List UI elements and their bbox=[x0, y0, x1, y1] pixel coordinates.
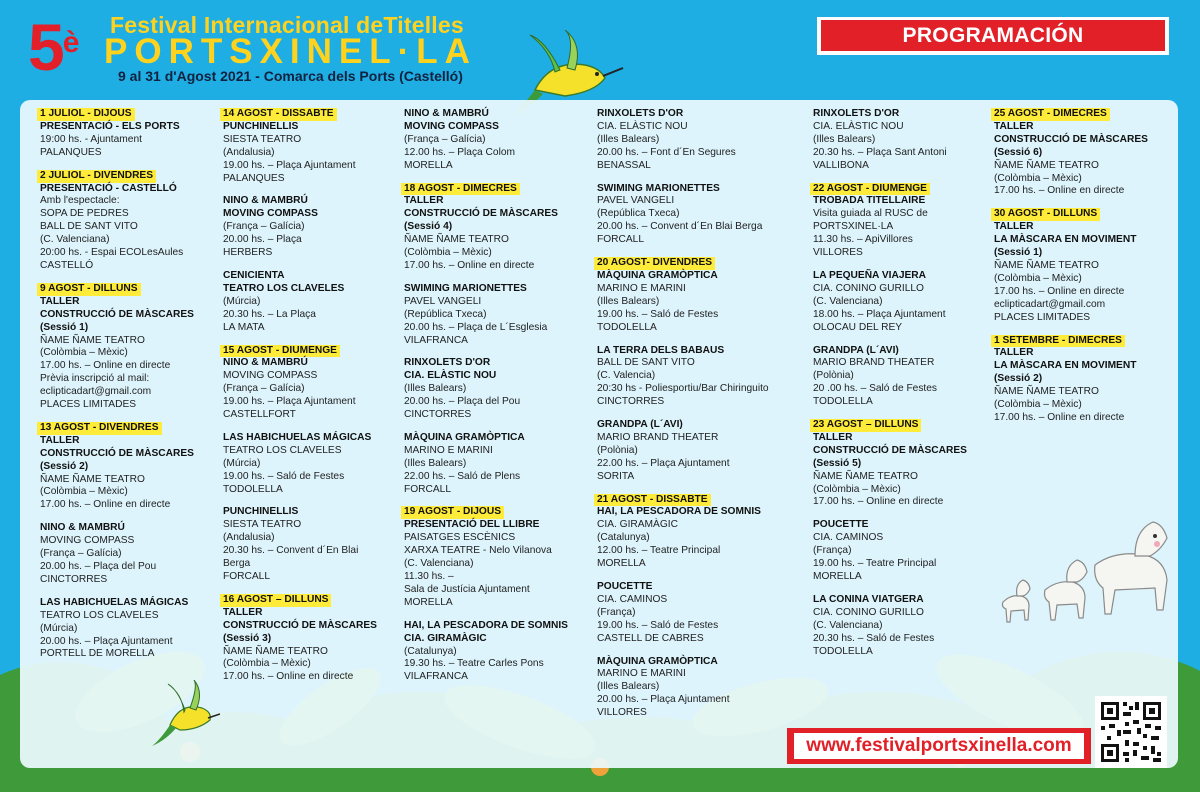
event-entry bbox=[597, 656, 777, 721]
event-detail-line: MARIO BRAND THEATER bbox=[597, 431, 719, 443]
event-title-line: LA PEQUEÑA VIAJERA bbox=[813, 269, 927, 281]
event-detail-line: XARXA TEATRE - Nelo Vilanova bbox=[404, 545, 552, 557]
event-detail-line: VILAFRANCA bbox=[404, 671, 468, 683]
event-entry bbox=[404, 432, 584, 497]
event-entry bbox=[813, 345, 993, 410]
event-detail-line: Berga bbox=[223, 558, 251, 570]
event-detail-line: 19:00 hs. - Ajuntament bbox=[40, 133, 142, 145]
event-detail-line: (Colòmbia – Mèxic) bbox=[994, 272, 1082, 284]
event-entry bbox=[813, 594, 993, 659]
event-detail-line: 20.00 hs. – Plaça Ajuntament bbox=[597, 694, 730, 706]
event-detail-line: FORCALL bbox=[597, 234, 644, 246]
event-detail-line: PORTSXINEL·LA bbox=[813, 221, 894, 233]
event-date-badge: 9 AGOST - DILLUNS bbox=[37, 283, 141, 296]
event-detail-line: (Múrcia) bbox=[223, 457, 261, 469]
event-detail-line: (Colòmbia – Mèxic) bbox=[994, 399, 1082, 411]
event-title-line: LA MÀSCARA EN MOVIMENT bbox=[994, 360, 1137, 372]
event-detail-line: (Illes Balears) bbox=[597, 133, 660, 145]
programme-column-6 bbox=[994, 108, 1174, 435]
event-entry bbox=[597, 494, 777, 571]
event-detail-line: VILLORES bbox=[597, 707, 647, 719]
event-detail-line: CIA. CAMINOS bbox=[813, 532, 884, 544]
event-detail-line: 20 .00 hs. – Saló de Festes bbox=[813, 383, 938, 395]
event-date-badge: 16 AGOST – DILLUNS bbox=[220, 594, 331, 607]
event-date-badge: 14 AGOST - DISSABTE bbox=[220, 108, 337, 121]
event-detail-line: 20.30 hs. – Convent d´En Blai bbox=[223, 545, 359, 557]
event-detail-line: 19.00 hs. – Saló de Festes bbox=[597, 619, 719, 631]
event-title-line: TALLER bbox=[404, 195, 444, 207]
programme-column-2 bbox=[223, 108, 403, 694]
event-detail-line: PLACES LIMITADES bbox=[994, 311, 1091, 323]
event-detail-line: SIESTA TEATRO bbox=[223, 519, 302, 531]
event-detail-line: FORCALL bbox=[223, 571, 270, 582]
event-title-line: TEATRO LOS CLAVELES bbox=[223, 282, 345, 294]
event-title-line: CIA. ELÀSTIC NOU bbox=[404, 370, 497, 382]
event-detail-line: 17.00 hs. – Online en directe bbox=[223, 671, 354, 683]
event-title-line: TROBADA TITELLAIRE bbox=[813, 195, 926, 207]
event-detail-line: (Catalunya) bbox=[404, 645, 457, 657]
event-detail-line: (Múrcia) bbox=[223, 295, 261, 307]
event-title-line: TALLER bbox=[40, 434, 80, 446]
event-detail-line: MOVING COMPASS bbox=[223, 370, 318, 382]
event-detail-line: (Polònia) bbox=[813, 370, 854, 382]
event-date-badge: 22 AGOST - DIUMENGE bbox=[810, 183, 930, 196]
event-entry bbox=[813, 270, 993, 335]
event-detail-line: 20.00 hs. – Font d´En Segures bbox=[597, 146, 736, 158]
event-detail-line: VILAFRANCA bbox=[404, 334, 468, 346]
event-detail-line: 20.30 hs. – La Plaça bbox=[223, 308, 316, 320]
event-title-line: SWIMING MARIONETTES bbox=[597, 182, 720, 194]
event-detail-line: CIA. GIRAMÀGIC bbox=[597, 519, 678, 531]
event-detail-line: eclipticadart@gmail.com bbox=[994, 298, 1106, 310]
event-detail-line: Prèvia inscripció al mail: bbox=[40, 373, 150, 385]
event-entry bbox=[404, 183, 584, 273]
event-detail-line: CASTELLFORT bbox=[223, 409, 296, 421]
event-detail-line: FORCALL bbox=[404, 483, 451, 495]
event-entry bbox=[40, 283, 220, 412]
event-detail-line: CASTELL DE CABRES bbox=[597, 632, 704, 644]
festival-name: PORTSXINEL·LA bbox=[104, 32, 477, 71]
event-detail-line: 20.30 hs. – Plaça Sant Antoni bbox=[813, 146, 947, 158]
event-title-line: (Sessió 1) bbox=[994, 247, 1043, 259]
event-date-badge: 13 AGOST - DIVENDRES bbox=[37, 422, 162, 435]
event-title-line: NINO & MAMBRÚ bbox=[223, 195, 308, 207]
event-detail-line: 20.00 hs. – Plaça Ajuntament bbox=[40, 635, 173, 647]
event-detail-line: (Colòmbia – Mèxic) bbox=[404, 247, 492, 259]
programacion-banner: PROGRAMACIÓN bbox=[821, 20, 1165, 51]
event-detail-line: (Illes Balears) bbox=[597, 681, 660, 693]
event-detail-line: ÑAME ÑAME TEATRO bbox=[994, 259, 1099, 271]
event-title-line: CIA. GIRAMÀGIC bbox=[404, 632, 487, 644]
event-detail-line: (França) bbox=[597, 606, 636, 618]
event-detail-line: CINCTORRES bbox=[597, 396, 665, 408]
event-title-line: (Sessió 3) bbox=[223, 632, 272, 644]
event-detail-line: PALANQUES bbox=[223, 172, 285, 184]
event-entry bbox=[404, 357, 584, 422]
event-title-line: LA CONINA VIATGERA bbox=[813, 593, 924, 605]
event-title-line: CONSTRUCCIÓ DE MÀSCARES bbox=[223, 619, 377, 631]
event-title-line: MOVING COMPASS bbox=[223, 208, 318, 220]
event-entry bbox=[994, 208, 1174, 324]
event-title-line: PRESENTACIÓ - CASTELLÓ bbox=[40, 182, 177, 194]
event-detail-line: 19.30 hs. – Teatre Carles Pons bbox=[404, 658, 544, 670]
event-title-line: CENICIENTA bbox=[223, 269, 285, 281]
event-detail-line: CIA. ELÀSTIC NOU bbox=[813, 120, 904, 132]
event-entry bbox=[597, 183, 777, 248]
event-entry bbox=[223, 108, 403, 185]
event-title-line: CONSTRUCCIÓ DE MÀSCARES bbox=[994, 133, 1148, 145]
event-detail-line: 22.00 hs. – Plaça Ajuntament bbox=[597, 457, 730, 469]
event-detail-line: CINCTORRES bbox=[40, 573, 108, 585]
event-detail-line: 17.00 hs. – Online en directe bbox=[40, 360, 171, 372]
event-title-line: SWIMING MARIONETTES bbox=[404, 282, 527, 294]
event-detail-line: ÑAME ÑAME TEATRO bbox=[994, 159, 1099, 171]
event-entry bbox=[597, 108, 777, 173]
event-detail-line: MOVING COMPASS bbox=[40, 535, 135, 547]
event-detail-line: PALANQUES bbox=[40, 146, 102, 158]
event-detail-line: CASTELLÓ bbox=[40, 259, 94, 271]
event-title-line: GRANDPA (L´AVI) bbox=[597, 419, 683, 431]
event-detail-line: Sala de Justícia Ajuntament bbox=[404, 583, 530, 595]
event-detail-line: 19.00 hs. – Teatre Principal bbox=[813, 558, 937, 570]
event-date-badge: 18 AGOST - DIMECRES bbox=[401, 183, 520, 196]
event-detail-line: HERBERS bbox=[223, 247, 273, 259]
event-title-line: (Sessió 6) bbox=[994, 146, 1043, 158]
event-detail-line: SIESTA TEATRO bbox=[223, 133, 302, 145]
event-entry bbox=[40, 422, 220, 512]
event-date-badge: 21 AGOST - DISSABTE bbox=[594, 494, 711, 507]
event-detail-line: TODOLELLA bbox=[813, 396, 873, 408]
event-title-line: HAI, LA PESCADORA DE SOMNIS bbox=[404, 619, 568, 631]
event-detail-line: 20.00 hs. – Convent d´En Blai Berga bbox=[597, 221, 763, 233]
event-detail-line: MORELLA bbox=[597, 558, 646, 570]
event-entry bbox=[223, 506, 403, 583]
event-detail-line: (C. Valenciana) bbox=[813, 295, 883, 307]
event-detail-line: PLACES LIMITADES bbox=[40, 399, 137, 411]
event-title-line: NINO & MAMBRÚ bbox=[223, 357, 308, 369]
event-detail-line: MORELLA bbox=[813, 571, 862, 582]
event-detail-line: 20.00 hs. – Plaça de L´Esglesia bbox=[404, 321, 548, 333]
event-entry bbox=[597, 581, 777, 646]
event-date-badge: 20 AGOST- DIVENDRES bbox=[594, 257, 715, 270]
event-detail-line: 19.00 hs. – Plaça Ajuntament bbox=[223, 159, 356, 171]
event-entry bbox=[813, 519, 993, 584]
event-detail-line: MORELLA bbox=[404, 596, 453, 608]
event-detail-line: ÑAME ÑAME TEATRO bbox=[994, 386, 1099, 398]
event-detail-line: CIA. CONINO GURILLO bbox=[813, 282, 924, 294]
event-detail-line: (C. Valenciana) bbox=[40, 234, 110, 246]
event-detail-line: TEATRO LOS CLAVELES bbox=[40, 609, 159, 621]
event-title-line: PRESENTACIÓ DEL LLIBRE bbox=[404, 519, 540, 531]
event-detail-line: 20.00 hs. – Plaça bbox=[223, 234, 302, 246]
event-detail-line: ÑAME ÑAME TEATRO bbox=[223, 645, 328, 657]
event-detail-line: 20.00 hs. – Plaça del Pou bbox=[404, 396, 521, 408]
event-detail-line: BALL DE SANT VITO bbox=[597, 357, 695, 369]
festival-website-link[interactable]: www.festivalportsxinella.com bbox=[794, 733, 1084, 759]
event-detail-line: 18.00 hs. – Plaça Ajuntament bbox=[813, 308, 946, 320]
event-detail-line: MARINO E MARINI bbox=[597, 668, 686, 680]
event-entry bbox=[404, 283, 584, 348]
festival-title: Festival Internacional deTitelles bbox=[110, 12, 464, 38]
event-detail-line: SOPA DE PEDRES bbox=[40, 208, 129, 220]
event-date-badge: 23 AGOST – DILLUNS bbox=[810, 419, 921, 432]
event-title-line: LAS HABICHUELAS MÁGICAS bbox=[223, 431, 372, 443]
event-detail-line: ÑAME ÑAME TEATRO bbox=[404, 234, 509, 246]
event-detail-line: ÑAME ÑAME TEATRO bbox=[813, 470, 918, 482]
event-title-line: TALLER bbox=[994, 221, 1034, 233]
event-date-badge: 1 SETEMBRE - DIMECRES bbox=[991, 335, 1125, 348]
event-entry bbox=[404, 108, 584, 173]
programme-column-3 bbox=[404, 108, 584, 694]
event-detail-line: 17.00 hs. – Online en directe bbox=[994, 285, 1125, 297]
event-detail-line: CIA. CAMINOS bbox=[597, 593, 668, 605]
event-title-line: MÀQUINA GRAMÒPTICA bbox=[404, 431, 525, 443]
event-entry bbox=[223, 432, 403, 497]
event-detail-line: (C. Valenciana) bbox=[813, 619, 883, 631]
event-entry bbox=[994, 335, 1174, 425]
event-detail-line: (França) bbox=[813, 545, 852, 557]
event-title-line: TALLER bbox=[223, 606, 263, 618]
event-detail-line: (França – Galícia) bbox=[223, 383, 305, 395]
edition-number: $5^è$ bbox=[28, 10, 78, 84]
event-detail-line: (Illes Balears) bbox=[404, 457, 467, 469]
event-detail-line: 11.30 hs. – ApiVillores bbox=[813, 234, 913, 246]
event-detail-line: 17.00 hs. – Online en directe bbox=[404, 259, 535, 271]
event-detail-line: MARINO E MARINI bbox=[404, 444, 493, 456]
event-detail-line: PAISATGES ESCÈNICS bbox=[404, 532, 516, 544]
event-title-line: TALLER bbox=[994, 120, 1034, 132]
event-detail-line: TODOLELLA bbox=[813, 645, 873, 657]
event-detail-line: CINCTORRES bbox=[404, 409, 472, 421]
event-detail-line: 22.00 hs. – Saló de Plens bbox=[404, 470, 521, 482]
event-title-line: LA TERRA DELS BABAUS bbox=[597, 344, 725, 356]
event-detail-line: TODOLELLA bbox=[223, 483, 283, 495]
event-detail-line: (França – Galícia) bbox=[40, 548, 122, 560]
event-detail-line: 17.00 hs. – Online en directe bbox=[994, 185, 1125, 197]
event-detail-line: (Colòmbia – Mèxic) bbox=[223, 658, 311, 670]
event-detail-line: 20.00 hs. – Plaça del Pou bbox=[40, 561, 157, 572]
event-title-line: (Sessió 2) bbox=[994, 373, 1043, 385]
event-entry bbox=[223, 345, 403, 422]
event-entry bbox=[223, 270, 403, 335]
event-title-line: TALLER bbox=[813, 431, 853, 443]
event-detail-line: eclipticadart@gmail.com bbox=[40, 386, 152, 398]
event-detail-line: (França – Galícia) bbox=[223, 221, 305, 233]
event-detail-line: (Andalusia) bbox=[223, 146, 275, 158]
event-entry bbox=[40, 522, 220, 587]
programme-column-1 bbox=[40, 108, 220, 671]
event-title-line: PUNCHINELLIS bbox=[223, 506, 299, 518]
event-entry bbox=[597, 257, 777, 334]
event-entry bbox=[813, 419, 993, 509]
event-title-line: TALLER bbox=[40, 295, 80, 307]
event-detail-line: 17.00 hs. – Online en directe bbox=[994, 411, 1125, 423]
event-title-line: POUCETTE bbox=[597, 581, 653, 592]
event-title-line: RINXOLETS D'OR bbox=[597, 108, 684, 119]
event-entry bbox=[597, 345, 777, 410]
event-title-line: (Sessió 1) bbox=[40, 321, 89, 333]
event-title-line: CONSTRUCCIÓ DE MÀSCARES bbox=[40, 308, 194, 320]
event-detail-line: 12.00 hs. – Plaça Colom bbox=[404, 146, 515, 158]
event-detail-line: 19.00 hs. – Saló de Festes bbox=[597, 308, 719, 320]
event-detail-line: TEATRO LOS CLAVELES bbox=[223, 444, 342, 456]
event-detail-line: MARINO E MARINI bbox=[597, 282, 686, 294]
event-entry bbox=[40, 170, 220, 273]
event-title-line: MOVING COMPASS bbox=[404, 120, 499, 132]
qr-code-icon[interactable] bbox=[1095, 696, 1167, 768]
event-detail-line: (República Txeca) bbox=[597, 208, 680, 220]
event-detail-line: (Colòmbia – Mèxic) bbox=[40, 347, 128, 359]
event-title-line: POUCETTE bbox=[813, 519, 869, 531]
event-detail-line: 19.00 hs. – Plaça Ajuntament bbox=[223, 396, 356, 408]
event-date-badge: 15 AGOST - DIUMENGE bbox=[220, 345, 340, 358]
event-detail-line: (República Txeca) bbox=[404, 308, 487, 320]
event-title-line: NINO & MAMBRÚ bbox=[404, 108, 489, 119]
event-title-line: PUNCHINELLIS bbox=[223, 120, 299, 132]
event-entry bbox=[223, 195, 403, 260]
event-detail-line: LA MATA bbox=[223, 321, 265, 333]
event-entry bbox=[223, 594, 403, 684]
event-entry bbox=[40, 597, 220, 662]
hummingbird-icon bbox=[150, 680, 220, 750]
event-detail-line: BENASSAL bbox=[597, 159, 651, 171]
event-date-badge: 19 AGOST - DIJOUS bbox=[401, 506, 504, 519]
event-detail-line: 12.00 hs. – Teatre Principal bbox=[597, 545, 721, 557]
event-entry bbox=[597, 419, 777, 484]
event-detail-line: PAVEL VANGELI bbox=[597, 195, 675, 207]
event-title-line: (Sessió 4) bbox=[404, 221, 453, 233]
event-detail-line: BALL DE SANT VITO bbox=[40, 221, 138, 233]
event-detail-line: Visita guiada al RUSC de bbox=[813, 208, 928, 220]
event-detail-line: CIA. CONINO GURILLO bbox=[813, 606, 924, 618]
event-detail-line: 17.00 hs. – Online en directe bbox=[40, 499, 171, 511]
event-detail-line: (Colòmbia – Mèxic) bbox=[994, 172, 1082, 184]
event-title-line: HAI, LA PESCADORA DE SOMNIS bbox=[597, 506, 761, 518]
event-date-badge: 2 JULIOL - DIVENDRES bbox=[37, 170, 156, 183]
event-detail-line: (Catalunya) bbox=[597, 532, 650, 544]
event-detail-line: (Colòmbia – Mèxic) bbox=[813, 483, 901, 495]
event-detail-line: TODOLELLA bbox=[597, 321, 657, 333]
event-detail-line: (Múrcia) bbox=[40, 622, 78, 634]
event-entry bbox=[994, 108, 1174, 198]
event-detail-line: 17.00 hs. – Online en directe bbox=[813, 496, 944, 508]
event-detail-line: MORELLA bbox=[404, 159, 453, 171]
event-date-badge: 25 AGOST - DIMECRES bbox=[991, 108, 1110, 121]
event-detail-line: (Illes Balears) bbox=[597, 295, 660, 307]
event-title-line: TALLER bbox=[994, 347, 1034, 359]
event-title-line: (Sessió 2) bbox=[40, 460, 89, 472]
event-detail-line: ÑAME ÑAME TEATRO bbox=[40, 334, 145, 346]
event-detail-line: 20:30 hs - Poliesportiu/Bar Chiringuito bbox=[597, 383, 769, 395]
programme-column-5 bbox=[813, 108, 993, 668]
event-detail-line: PAVEL VANGELI bbox=[404, 295, 482, 307]
event-detail-line: (Andalusia) bbox=[223, 532, 275, 544]
event-detail-line: (Illes Balears) bbox=[404, 383, 467, 395]
event-detail-line: (França – Galícia) bbox=[404, 133, 486, 145]
goat-illustration bbox=[985, 510, 1180, 625]
event-detail-line: (C. Valenciana) bbox=[404, 558, 474, 570]
event-title-line: RINXOLETS D'OR bbox=[404, 357, 491, 369]
event-detail-line: 20:00 hs. - Espai ECOLesAules bbox=[40, 247, 184, 259]
event-detail-line: VALLIBONA bbox=[813, 159, 869, 171]
event-detail-line: PORTELL DE MORELLA bbox=[40, 648, 155, 660]
event-detail-line: ÑAME ÑAME TEATRO bbox=[40, 473, 145, 485]
event-entry bbox=[404, 620, 584, 685]
event-title-line: CONSTRUCCIÓ DE MÀSCARES bbox=[40, 447, 194, 459]
event-date-badge: 30 AGOST - DILLUNS bbox=[991, 208, 1100, 221]
event-detail-line: VILLORES bbox=[813, 247, 863, 259]
event-detail-line: (C. Valencia) bbox=[597, 370, 656, 382]
event-entry bbox=[813, 108, 993, 173]
event-entry bbox=[813, 183, 993, 260]
event-date-badge: 1 JULIOL - DIJOUS bbox=[37, 108, 135, 121]
event-detail-line: 11.30 hs. – bbox=[404, 571, 454, 582]
event-detail-line: OLOCAU DEL REY bbox=[813, 321, 903, 333]
programme-column-4 bbox=[597, 108, 777, 730]
event-title-line: NINO & MAMBRÚ bbox=[40, 522, 125, 534]
event-title-line: RINXOLETS D'OR bbox=[813, 108, 900, 119]
event-detail-line: (Polònia) bbox=[597, 444, 638, 456]
event-title-line: LA MÀSCARA EN MOVIMENT bbox=[994, 234, 1137, 246]
festival-dates: 9 al 31 d'Agost 2021 - Comarca dels Ports (Castelló) bbox=[118, 68, 463, 84]
event-detail-line: Amb l'espectacle: bbox=[40, 195, 120, 207]
event-title-line: MÀQUINA GRAMÒPTICA bbox=[597, 269, 718, 281]
event-detail-line: MARIO BRAND THEATER bbox=[813, 357, 935, 369]
event-title-line: CONSTRUCCIÓ DE MÀSCARES bbox=[404, 208, 558, 220]
event-entry bbox=[40, 108, 220, 160]
event-detail-line: 20.30 hs. – Saló de Festes bbox=[813, 632, 935, 644]
event-detail-line: (Colòmbia – Mèxic) bbox=[40, 486, 128, 498]
event-title-line: GRANDPA (L´AVI) bbox=[813, 344, 899, 356]
event-title-line: LAS HABICHUELAS MÁGICAS bbox=[40, 596, 189, 608]
event-title-line: (Sessió 5) bbox=[813, 457, 862, 469]
event-title-line: PRESENTACIÓ - ELS PORTS bbox=[40, 120, 180, 132]
event-detail-line: 19.00 hs. – Saló de Festes bbox=[223, 470, 345, 482]
event-title-line: CONSTRUCCIÓ DE MÀSCARES bbox=[813, 444, 967, 456]
event-detail-line: CIA. ELÀSTIC NOU bbox=[597, 120, 688, 132]
event-title-line: MÀQUINA GRAMÒPTICA bbox=[597, 655, 718, 667]
event-detail-line: (Illes Balears) bbox=[813, 133, 876, 145]
event-detail-line: SORITA bbox=[597, 470, 635, 482]
event-entry bbox=[404, 506, 584, 609]
